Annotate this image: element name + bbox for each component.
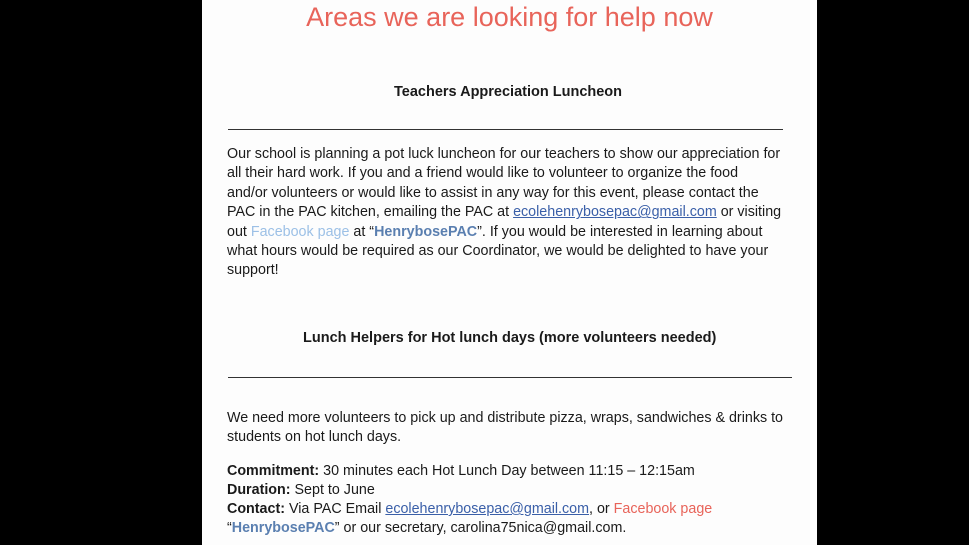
- contact-line-2: [227, 519, 802, 538]
- contact-line: [227, 500, 802, 519]
- text-line: students on hot lunch days.: [227, 429, 402, 446]
- text-segment: PAC in the PAC kitchen, emailing the PAC at: [227, 204, 514, 221]
- text-line: [227, 203, 802, 222]
- text-segment: ”. If you would be interested in learning about: [477, 223, 763, 240]
- commitment-line: [227, 462, 802, 481]
- section-title-lunch-helpers: Lunch Helpers for Hot lunch days (more volunteers needed): [303, 330, 717, 346]
- pac-email-link[interactable]: ecolehenrybosepac@gmail.com: [513, 204, 717, 221]
- section-divider: [228, 129, 783, 130]
- luncheon-paragraph: [227, 145, 802, 281]
- text-segment: ” or our secretary, carolina75nica@gmail.com.: [334, 520, 627, 536]
- text-segment: out: [227, 223, 251, 240]
- commitment-label: Commitment:: [227, 463, 320, 479]
- text-segment: Via PAC Email: [284, 501, 386, 517]
- text-line: We need more volunteers to pick up and distribute pizza, wraps, sandwiches & drinks to: [227, 410, 784, 426]
- contact-label: Contact:: [227, 501, 285, 517]
- text-segment: at “: [349, 223, 375, 240]
- text-segment: or visiting: [716, 204, 782, 221]
- lunch-helpers-intro: [227, 409, 802, 448]
- text-segment: , or: [589, 501, 614, 517]
- facebook-handle: HenrybosePAC: [374, 223, 478, 240]
- pac-email-link[interactable]: ecolehenrybosepac@gmail.com: [385, 501, 590, 517]
- text-line: [227, 223, 802, 242]
- text-line: Our school is planning a pot luck luncheon for our teachers to show our appreciation for: [227, 146, 781, 162]
- text-line: and/or volunteers or would like to assist in any way for this event, please contact the: [227, 184, 759, 201]
- text-segment: “: [227, 520, 232, 536]
- text-line: all their hard work. If you and a friend would like to volunteer to organize the food: [227, 165, 739, 182]
- facebook-page-link[interactable]: Facebook page: [250, 223, 350, 240]
- document-page: [202, 0, 817, 545]
- facebook-page-link[interactable]: Facebook page: [613, 501, 713, 517]
- facebook-handle: HenrybosePAC: [231, 520, 335, 536]
- duration-line: [227, 481, 802, 500]
- text-line: support!: [227, 262, 279, 279]
- commitment-value: 30 minutes each Hot Lunch Day between 11:15 – 12:15am: [319, 463, 695, 479]
- text-line: what hours would be required as our Coordinator, we would be delighted to have your: [227, 243, 769, 260]
- section-divider: [228, 377, 792, 378]
- duration-value: Sept to June: [290, 482, 375, 498]
- lunch-helpers-details: [227, 462, 802, 538]
- duration-label: Duration:: [227, 482, 291, 498]
- section-title-luncheon: Teachers Appreciation Luncheon: [394, 84, 623, 100]
- page-heading: Areas we are looking for help now: [306, 2, 713, 32]
